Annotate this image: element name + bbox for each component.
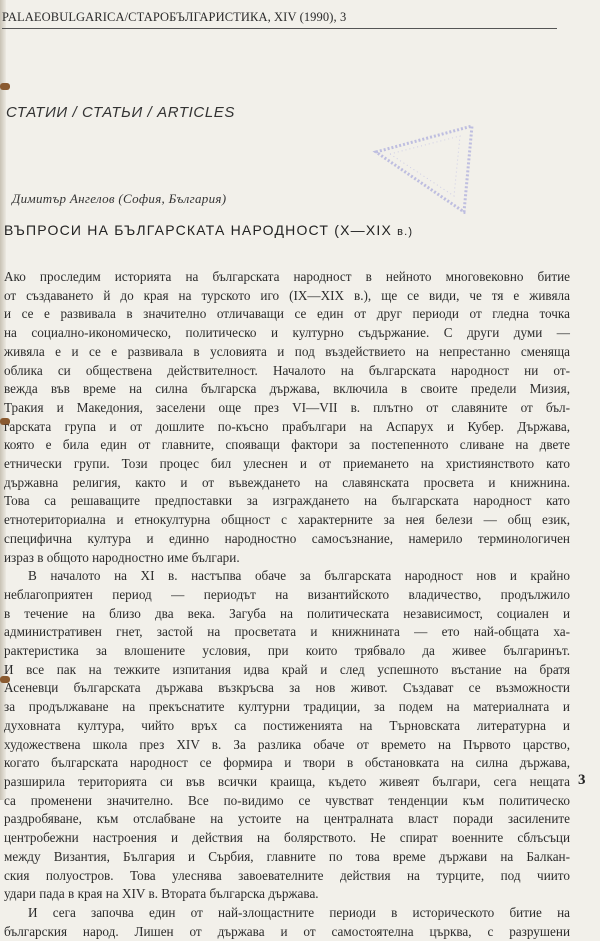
body-line: И сега започва един от най-злощастните периоди в историческото битие на (28, 904, 570, 920)
article-title-main: ВЪПРОСИ НА БЪЛГАРСКАТА НАРОДНОСТ (X—XIX (4, 222, 398, 238)
body-line: духовната култура, чийто връх са постиженията на Търновската литературна и (4, 717, 570, 733)
article-body (4, 268, 570, 941)
body-line: специфична култура и единно народностно самосъзнание, намерило терминологичен (4, 530, 570, 546)
body-line: раздробяване, към отслабване на устоите на централната власт поради засилените (4, 811, 570, 827)
body-line: и се е развивала в значително отличаващи се един от друг периоди от гледна точка (4, 306, 570, 322)
body-line: Асеневци българската държава възкръсва за нов живот. Създават се възможности (4, 680, 570, 696)
body-line: вежда във време на силна българска държава, включила в своите предели Мизия, (4, 381, 570, 397)
body-line: държавна религия, както и от въвеждането на славянската просвета и книжнина. (4, 474, 570, 490)
body-line: центробежни настроения и действия на болярството. Не спират военните сблъсъци (4, 830, 570, 846)
body-line: удари пада в края на XIV в. Втората българска държава. (4, 886, 319, 902)
page-number: 3 (578, 772, 586, 788)
author-line: Димитър Ангелов (София, България) (12, 191, 227, 206)
body-line: ския полуостров. Това улеснява завоевателните действия на турците, под чиито (4, 867, 570, 883)
body-line: гарската група и от дошлите по-късно прабългари на Аспарух и Кубер. Държава, (4, 418, 570, 434)
section-label: СТАТИИ / СТАТЬИ / ARTICLES (6, 104, 235, 121)
binding-thread (0, 83, 10, 90)
body-line: В началото на XI в. настъпва обаче за българската народност нов и крайно (28, 568, 570, 584)
body-line: са променени значително. Все по-видимо се чувстват тенденции към политическо (4, 792, 570, 808)
body-line: разширила територията си във всички краища, където живеят българи, сега нещата (4, 773, 570, 789)
body-line: рактеристика за влошените условия, при които трябвало да живее българинът. (4, 643, 570, 659)
body-line: за продължаване на прекъснатите културни традиции, за подем на материалната и (4, 699, 570, 715)
body-line: в течение на близо два века. Загуба на политическата независимост, социален и (4, 605, 570, 621)
body-line: етнотериториална и етнокултурна общност с характерните за нея белези — общ език, (4, 512, 570, 528)
body-line: И все пак на тежките изпитания идва край и след успешното въстание на братя (4, 661, 570, 677)
body-line: от създаването й до края на турското иго (IX—XIX в.), ще се види, че тя е живяла (4, 287, 570, 303)
body-line: Ако проследим историята на българската народност в нейното многовековно битие (4, 269, 570, 284)
running-head: PALAEOBULGARICA/СТАРОБЪЛГАРИСТИКА, XIV (1990), 3 (2, 10, 557, 29)
body-line: неблагоприятен период — периодът на византийското владичество, продължило (4, 586, 570, 602)
body-line: облика си обществена действителност. Началото на българската народност ни от- (4, 362, 570, 378)
body-line: живяла е и се е развивала в условията и под въздействието на непрестанно сменяща (4, 343, 570, 359)
body-line: между Византия, България и Сърбия, главните по това време държави на Балкан- (4, 848, 570, 864)
article-title-suffix: в.) (397, 226, 414, 238)
library-stamp-icon (372, 122, 482, 214)
body-line: Тракия и Македония, заселени още през VI—VII в. плътно от славяните от бъл- (4, 399, 570, 415)
body-line: израз в общото народностно име българи. (4, 549, 240, 565)
article-title (4, 222, 413, 238)
body-line: Това са решаващите предпоставки за изграждането на българската народност като (4, 493, 570, 509)
body-line: когато българската народност се формира и твори в обстановката на силна държава, (4, 755, 570, 771)
body-line: на социално-икономическо, политическо и културно съдържание. С други думи — (4, 325, 570, 341)
body-line: която е била един от главните, спояващи фактори за постепенното сливане на двете (4, 437, 570, 453)
body-line: художествена школа през XIV в. За разлика обаче от времето на Първото царство, (4, 736, 570, 752)
body-line: етнически групи. Този процес бил улеснен и от приемането на християнството като (4, 456, 570, 472)
body-line: административен гнет, застой на просветата и книжнината — ето най-общата ха- (4, 624, 570, 640)
body-line: българския народ. Лишен от държава и от самостоятелна църква, с разрушени (4, 923, 570, 939)
